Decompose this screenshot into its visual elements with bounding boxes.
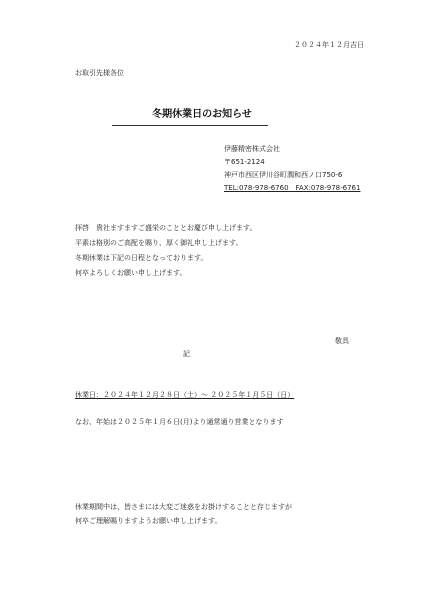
reopening-note: なお、年始は２０２５年１月６日(月)より通常通り営業となります [75, 418, 284, 426]
sender-contact: TEL:078-978-6760 FAX:078-978-6761 [224, 184, 361, 192]
title-underline [112, 125, 268, 126]
body-line: 平素は格別のご高配を賜り、厚く御礼申し上げます。 [75, 239, 243, 247]
body-line: 拝啓 貴社ますますご盛栄のこととお慶び申し上げます。 [75, 224, 257, 232]
sender-company: 伊藤精密株式会社 [224, 145, 280, 153]
page-title: 冬期休業日のお知らせ [152, 109, 252, 120]
holiday-period: 休業日：２０２４年１２月２８日（土）～ ２０２５年１月５日（日） [75, 391, 295, 399]
footer-line: 休業期間中は、皆さまには大変ご迷惑をお掛けすることと存じますが [75, 503, 292, 511]
sender-postal-code: 〒651-2124 [224, 158, 265, 166]
closing-word: 敬具 [335, 337, 349, 345]
body-line: 何卒よろしくお願い申し上げます。 [75, 269, 187, 277]
recipient: お取引先様各位 [75, 69, 124, 77]
notation-heading: 記 [183, 350, 190, 358]
sender-address: 神戸市西区伊川谷町潤和西ノ口750-6 [224, 171, 343, 179]
footer-line: 何卒ご理解賜りますようお願い申し上げます。 [75, 517, 222, 525]
body-line: 冬期休業は下記の日程となっております。 [75, 254, 208, 262]
document-date: ２０２４年１２月吉日 [294, 41, 364, 49]
